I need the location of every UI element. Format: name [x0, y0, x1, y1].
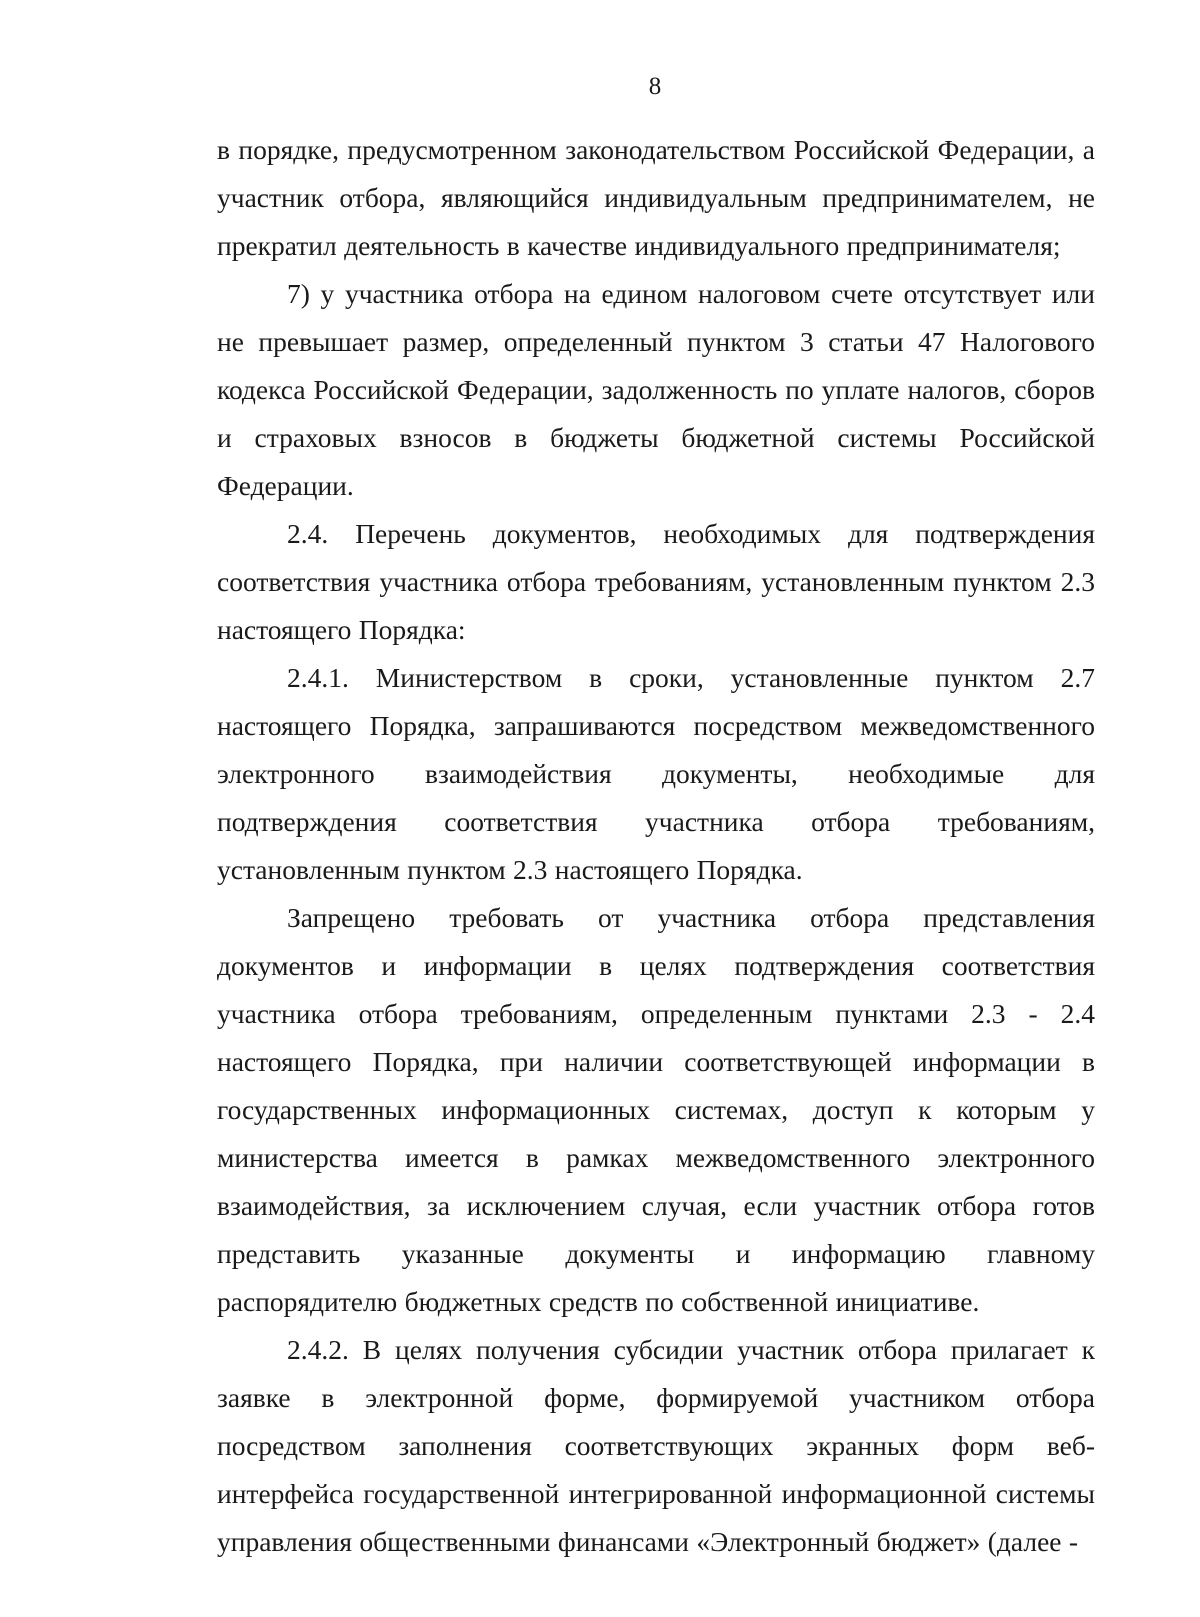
- paragraph-6: 2.4.2. В целях получения субсидии участник отбора прилагает к заявке в электронной форме, формируемой участником отбора посредством заполнения соответствующих экранных форм веб-интерфейса государственной интегрированной информационной системы управления общественными финансами «Электронный бюджет» (далее -: [217, 1334, 1095, 1557]
- paragraph-3: 2.4. Перечень документов, необходимых для подтверждения соответствия участника отбора требованиям, установленным пунктом 2.3 настоящего Порядка:: [217, 518, 1095, 645]
- paragraph-2: 7) у участника отбора на едином налоговом счете отсутствует или не превышает размер, определенный пунктом 3 статьи 47 Налогового кодекса Российской Федерации, задолженность по уплате налогов, сборов и страховых взносов в бюджеты бюджетной системы Российской Федерации.: [217, 278, 1095, 501]
- paragraph-5: Запрещено требовать от участника отбора представления документов и информации в целях подтверждения соответствия участника отбора требованиям, определенным пунктами 2.3 - 2.4 настоящего Порядка, при наличии соответствующей информации в государственных информационных системах, доступ к которым у министерства имеется в рамках межведомственного электронного взаимодействия, за исключением случая, если участник отбора готов представить указанные документы и информацию главному распорядителю бюджетных средств по собственной инициативе.: [217, 902, 1095, 1317]
- paragraph-4: 2.4.1. Министерством в сроки, установленные пунктом 2.7 настоящего Порядка, запрашиваются посредством межведомственного электронного взаимодействия документы, необходимые для подтверждения соответствия участника отбора требованиям, установленным пунктом 2.3 настоящего Порядка.: [217, 662, 1095, 885]
- document-body: [217, 126, 1095, 1566]
- page-number: 8: [648, 73, 662, 100]
- paragraph-1: в порядке, предусмотренном законодательством Российской Федерации, а участник отбора, являющийся индивидуальным предпринимателем, не прекратил деятельность в качестве индивидуального предпринимателя;: [217, 134, 1095, 261]
